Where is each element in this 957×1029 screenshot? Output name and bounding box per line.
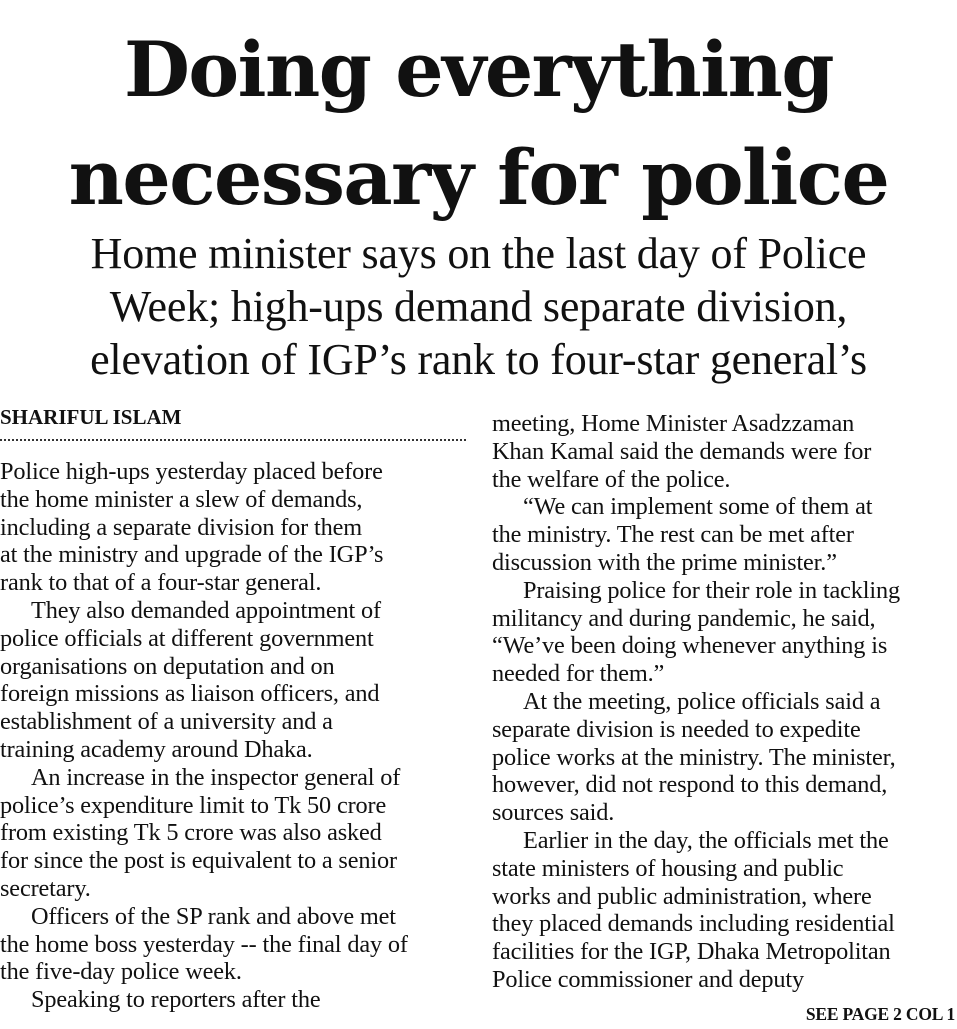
text-line: sources said. <box>492 799 615 827</box>
text-line: rank to that of a four-star general. <box>0 569 322 597</box>
text-line: discussion with the prime minister.” <box>492 548 837 576</box>
continued-on-page-link: SEE PAGE 2 COL 1 <box>805 1004 955 1024</box>
byline: SHARIFUL ISLAM <box>0 404 466 441</box>
text-line: militancy and during pandemic, he said, <box>492 604 876 632</box>
paragraph <box>0 597 468 764</box>
text-line: they placed demands including residential <box>492 910 895 938</box>
text-line: separate division is needed to expedite <box>492 715 861 743</box>
subheadline-line: Home minister says on the last day of Police <box>90 229 867 278</box>
text-line: organisations on deputation and on <box>0 652 335 680</box>
text-line: They also demanded appointment of <box>31 596 381 624</box>
text-line: for since the post is equivalent to a senior <box>0 847 397 875</box>
paragraph <box>0 903 468 986</box>
article-column-right <box>492 410 957 994</box>
text-line: Praising police for their role in tackling <box>523 576 900 604</box>
paragraph <box>0 986 468 1014</box>
text-line: police officials at different government <box>0 624 374 652</box>
text-line: the home minister a slew of demands, <box>0 485 363 513</box>
paragraph <box>492 577 957 688</box>
text-line: works and public administration, where <box>492 882 872 910</box>
text-line: including a separate division for them <box>0 513 363 541</box>
text-line: establishment of a university and a <box>0 708 333 736</box>
text-line: At the meeting, police officials said a <box>523 687 881 715</box>
text-line: foreign missions as liaison officers, and <box>0 680 380 708</box>
text-line: the ministry. The rest can be met after <box>492 521 854 549</box>
paragraph <box>492 688 957 827</box>
text-line: Police high-ups yesterday placed before <box>0 458 383 485</box>
subheadline <box>0 227 957 386</box>
text-line: Officers of the SP rank and above met <box>31 902 396 930</box>
headline-line: necessary for police <box>68 133 889 222</box>
paragraph <box>492 410 957 493</box>
text-line: state ministers of housing and public <box>492 854 844 882</box>
text-line: police works at the ministry. The minister, <box>492 743 896 771</box>
article-column-left <box>0 458 468 1014</box>
subheadline-line: elevation of IGP’s rank to four-star general’s <box>90 335 867 384</box>
text-line: from existing Tk 5 crore was also asked <box>0 819 382 847</box>
text-line: Speaking to reporters after the <box>31 986 321 1014</box>
text-line: the welfare of the police. <box>492 465 731 493</box>
text-line: “We’ve been doing whenever anything is <box>492 632 888 660</box>
headline-line: Doing everything <box>123 25 834 114</box>
text-line: at the ministry and upgrade of the IGP’s <box>0 541 384 569</box>
text-line: police’s expenditure limit to Tk 50 crore <box>0 791 387 819</box>
text-line: Khan Kamal said the demands were for <box>492 437 872 465</box>
paragraph <box>0 764 468 903</box>
text-line: Police commissioner and deputy <box>492 965 804 993</box>
text-line: however, did not respond to this demand, <box>492 771 888 799</box>
headline <box>0 16 957 232</box>
text-line: secretary. <box>0 874 91 902</box>
text-line: Earlier in the day, the officials met the <box>523 826 889 854</box>
subheadline-line: Week; high-ups demand separate division, <box>109 282 848 331</box>
text-line: the home boss yesterday -- the final day of <box>0 930 408 958</box>
text-line: facilities for the IGP, Dhaka Metropolitan <box>492 938 891 966</box>
text-line: training academy around Dhaka. <box>0 735 313 763</box>
paragraph <box>492 827 957 994</box>
text-line: the five-day police week. <box>0 958 242 986</box>
text-line: An increase in the inspector general of <box>31 763 401 791</box>
text-line: “We can implement some of them at <box>523 493 873 521</box>
text-line: needed for them.” <box>492 660 665 688</box>
paragraph <box>0 458 468 597</box>
paragraph <box>492 493 957 576</box>
text-line: meeting, Home Minister Asadzzaman <box>492 410 855 437</box>
